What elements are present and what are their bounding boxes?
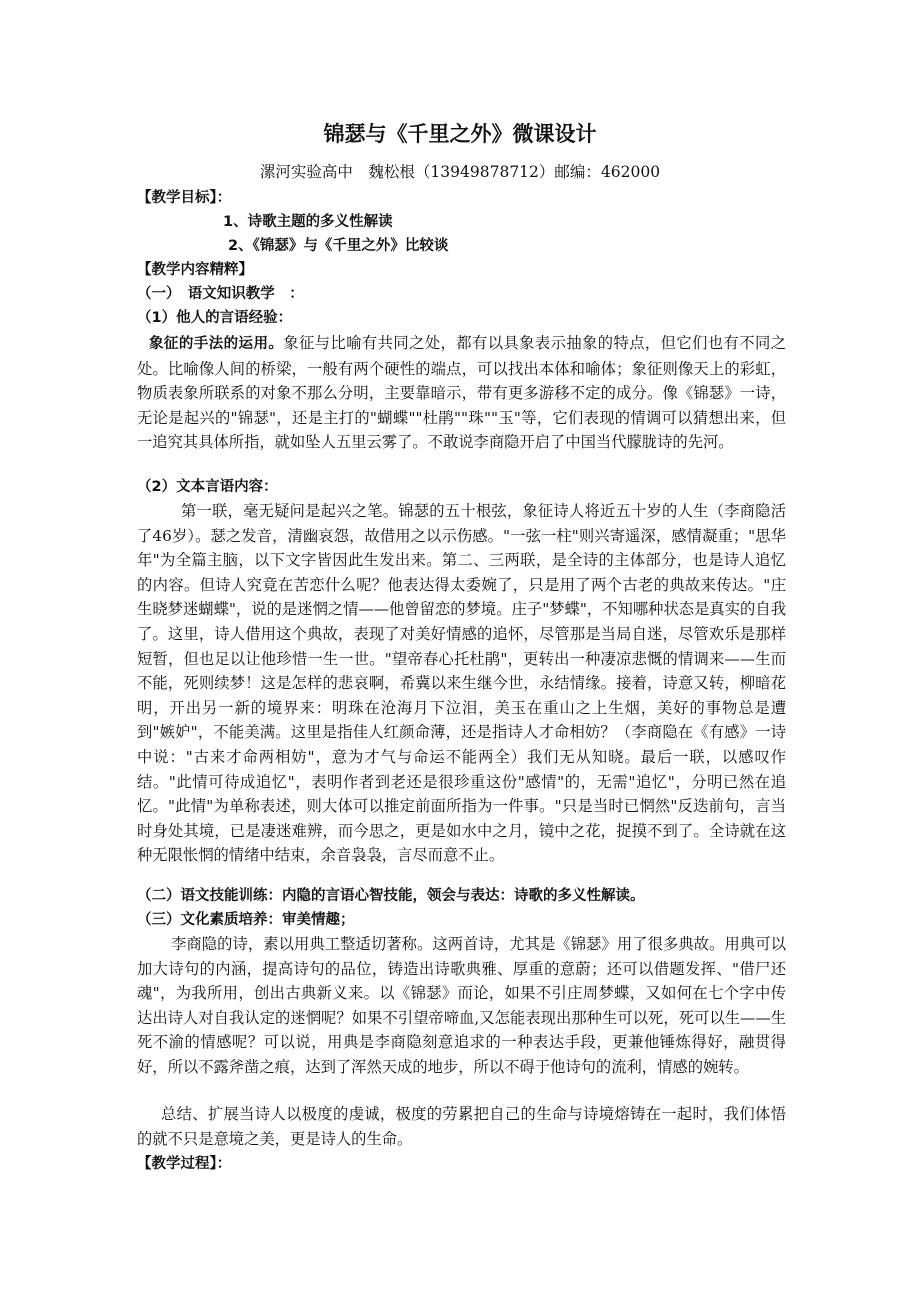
paragraph-body: 象征与比喻有共同之处，都有以具象表示抽象的特点，但它们也有不同之处。比喻像人间的桥梁，一般有两个硬性的端点，可以找出本体和喻体；象征则像天上的彩虹，物质表象所联系的对象不那么分明，主要靠暗示，带有更多游移不定的成分。像《锦瑟》一诗，无论是起兴的"锦瑟"，还是主打的"蝴蝶""杜鹃""珠""玉"等，它们表现的情调可以猜想出来，但一追究其具体所指，就如坠人五里云雾了。不敢说李商隐开启了中国当代朦胧诗的先河。: [137, 334, 786, 452]
paragraph-summary: 总结、扩展当诗人以极度的虔诚，极度的劳累把自己的生命与诗境熔铸在一起时，我们体悟的就不只是意境之美，更是诗人的生命。: [137, 1105, 786, 1148]
document-title: 锦瑟与《千里之外》微课设计: [323, 122, 597, 146]
paragraph-lead: 象征的手法的运用。: [149, 336, 284, 352]
section-heading-3: （三）文化素质培养：审美情趣；: [137, 912, 355, 928]
subsection-heading-2: （2）文本言语内容：: [137, 479, 278, 495]
process-heading: 【教学过程】：: [137, 1156, 232, 1172]
content-heading: 【教学内容精粹】: [137, 262, 253, 278]
section-heading-1: （一） 语文知识教学 ：: [137, 286, 304, 302]
author-line: 漯河实验高中 魏松根（13949878712）邮编：462000: [259, 163, 661, 181]
paragraph-symbolism: [137, 331, 786, 455]
subsection-heading-1: （1）他人的言语经验：: [137, 310, 293, 326]
goal-item-2: 2、《锦瑟》与《千里之外》比较谈: [228, 238, 449, 254]
paragraph-allusion: 李商隐的诗，素以用典工整适切著称。这两首诗，尤其是《锦瑟》用了很多典故。用典可以加大诗句的内涵，提高诗句的品位，铸造出诗歌典雅、厚重的意蔚；还可以借题发挥、"借尸还魂"，为我所用，创出古典新义来。以《锦瑟》而论，如果不引庄周梦蝶，又如何在七个字中传达出诗人对自我认定的迷惘呢？如果不引望帝啼血,又怎能表现出那种生可以死，死可以生——生死不渝的情感呢？可以说，用典是李商隐刻意追求的一种表达手段，更兼他锤炼得好，融贯得好，所以不露斧凿之痕，达到了浑然天成的地步，所以不碍于他诗句的流利，情感的婉转。: [137, 935, 786, 1076]
goal-item-1: 1、诗歌主题的多义性解读: [223, 214, 393, 230]
paragraph-text-analysis: 第一联，毫无疑问是起兴之笔。锦瑟的五十根弦，象征诗人将近五十岁的人生（李商隐活了46岁）。瑟之发音，清幽哀怨，故借用之以示伤感。"一弦一柱"则兴寄遥深，感情凝重；"思华年"为全篇主脑，以下文字皆因此生发出来。第二、三两联，是全诗的主体部分，也是诗人追忆的内容。但诗人究竟在苦恋什么呢？他表达得太委婉了，只是用了两个古老的典故来传达。"庄生晓梦迷蝴蝶"，说的是迷惘之情——他曾留恋的梦境。庄子"梦蝶"，不知哪种状态是真实的自我了。这里，诗人借用这个典故，表现了对美好情感的追怀，尽管那是当局自迷，尽管欢乐是那样短暂，但也足以让他珍惜一生一世。"望帝春心托杜鹃"，更转出一种凄凉悲慨的情调来——生而不能，死则续梦！这是怎样的悲哀啊，希冀以来生继今世，永结情缘。接着，诗意又转，柳暗花明，开出另一新的境界来：明珠在沧海月下泣泪，美玉在重山之上生烟，美好的事物总是遭到"嫉妒"，不能美满。这里是指佳人红颜命薄，还是指诗人才命相妨？（李商隐在《有感》一诗中说："古来才命两相妨"，意为才气与命运不能两全）我们无从知晓。最后一联，以感叹作结。"此情可待成追忆"，表明作者到老还是很珍重这份"感情"的，无需"追忆"，分明已然在追忆。"此情"为单称表述，则大体可以推定前面所指为一件事。"只是当时已惘然"反迭前句，言当时身处其境，已是凄迷难辨，而今思之，更是如水中之月，镜中之花，捉摸不到了。全诗就在这种无限怅惘的情绪中结束，余音袅袅，言尽而意不止。: [137, 502, 786, 865]
section-heading-2: （二）语文技能训练：内隐的言语心智技能，领会与表达：诗歌的多义性解读。: [137, 888, 645, 904]
goals-heading: 【教学目标】：: [137, 190, 232, 206]
